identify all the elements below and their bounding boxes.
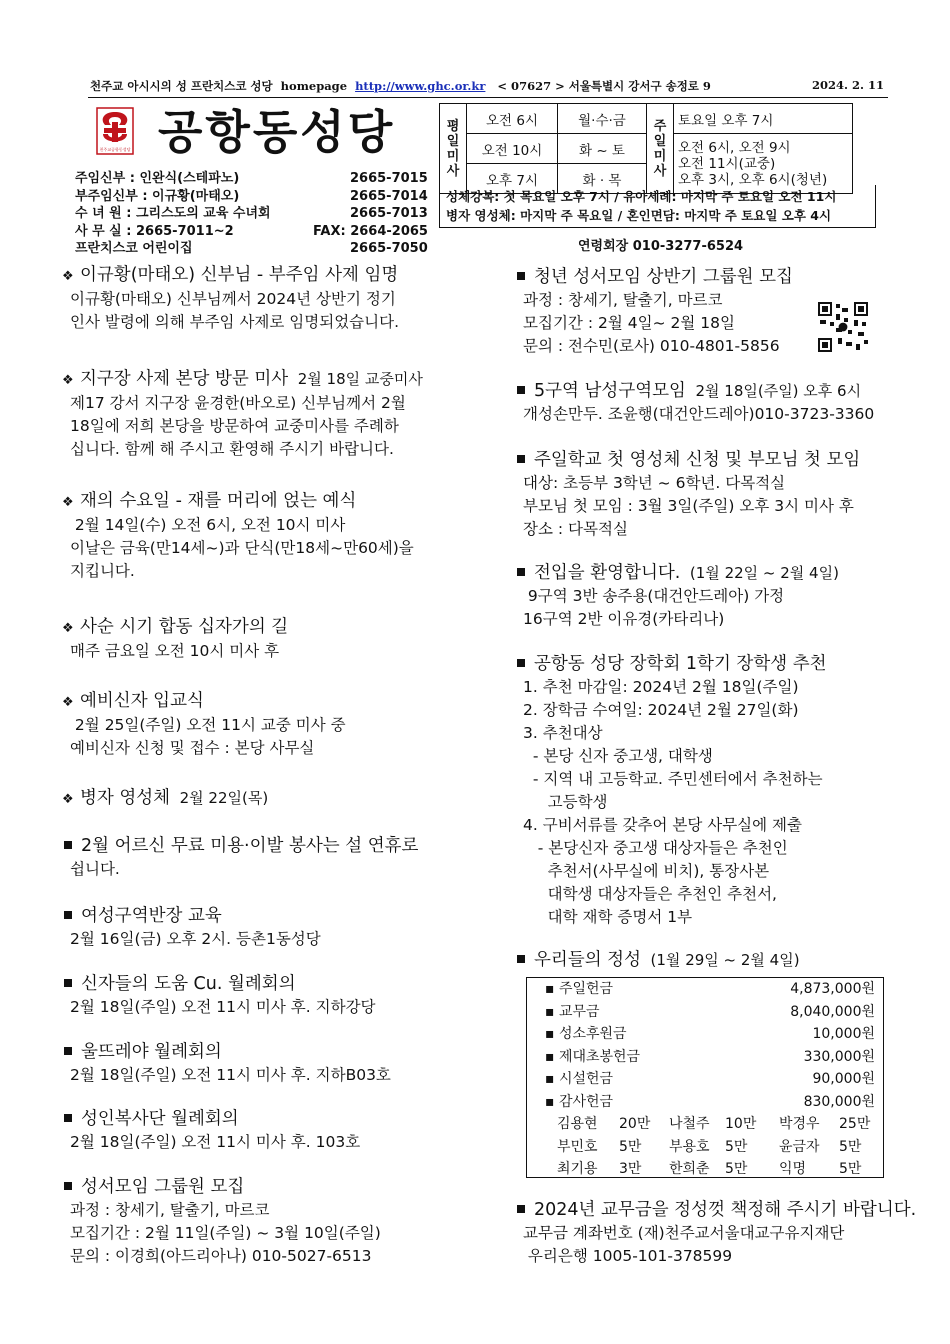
offering-items xyxy=(527,978,883,1113)
notice-title xyxy=(515,1199,916,1222)
notice-line: 매주 금요일 오전 10시 미사 후 xyxy=(70,642,280,660)
square-bullet-icon xyxy=(64,1047,72,1055)
sunday-mass-label: 주 일 미 사 xyxy=(647,104,674,194)
square-bullet-icon xyxy=(517,659,525,667)
notice-line: - 지역 내 고등학교. 주민센터에서 추천하는 xyxy=(523,770,823,788)
notice-title-text: 이규황(마태오) 신부님 - 부주임 사제 임명 xyxy=(80,265,399,285)
donor-name: 박경우 xyxy=(779,1116,820,1132)
donor-name: 한희춘 xyxy=(669,1161,710,1177)
notice-title xyxy=(515,380,874,403)
weekday-mass-label: 평 일 미 사 xyxy=(440,104,467,194)
notice-line: - 본당 신자 중고생, 대학생 xyxy=(523,747,713,765)
notice-section xyxy=(62,905,321,951)
notice-title xyxy=(62,835,418,858)
notice-section xyxy=(62,835,418,881)
donor-amount: 5만 xyxy=(725,1138,748,1155)
notice-section xyxy=(515,1199,916,1268)
staff-row xyxy=(75,205,435,223)
mass-time: 오전 6시 xyxy=(467,104,558,134)
donor-name: 부용호 xyxy=(669,1138,710,1155)
header-line xyxy=(90,78,890,94)
donor-amount: 5만 xyxy=(839,1161,862,1177)
notice-section xyxy=(62,787,268,811)
staff-label: 프란치스코 어린이집 xyxy=(75,241,193,256)
notice-line: 장소 : 다목적실 xyxy=(523,520,628,538)
square-bullet-icon xyxy=(517,568,525,576)
donor-name: 부민호 xyxy=(557,1138,598,1155)
staff-row xyxy=(75,188,435,206)
notice-line: 이날은 금육(만14세~)과 단식(만18세~만60세)을 xyxy=(70,539,414,557)
notice-line: 이규황(마태오) 신부님께서 2024년 상반기 정기 xyxy=(70,290,396,308)
notice-title-text: 지구장 사제 본당 방문 미사 xyxy=(80,369,289,389)
square-bullet-icon xyxy=(64,979,72,987)
notice-title-text: 공항동 성당 장학회 1학기 장학생 추천 xyxy=(534,654,827,674)
notice-title-text: 5구역 남성구역모임 xyxy=(534,381,686,401)
notice-line: 개성손만두. 조윤행(대건안드레아)010-3723-3360 xyxy=(523,405,875,423)
staff-label: 부주임신부 : 이규황(마태오) xyxy=(75,188,240,204)
address: < 07627 > 서울특별시 강서구 송정로 9 xyxy=(497,79,711,93)
mass-days: 화 ~ 토 xyxy=(558,134,647,164)
notice-title-detail: 2월 18일 교중미사 xyxy=(288,370,423,388)
donor-row xyxy=(527,1113,883,1136)
notice-line: 1. 추천 마감일: 2024년 2월 18일(주일) xyxy=(523,678,799,696)
staff-fax: FAX: 2664-2065 xyxy=(313,223,428,239)
notice-title-detail: (1월 22일 ~ 2월 4일) xyxy=(680,564,839,582)
notice-line: 대학 재학 증명서 1부 xyxy=(523,908,693,926)
notice-line: 2월 25일(주일) 오전 11시 교중 미사 중 xyxy=(70,716,346,734)
notice-title-text: 예비신자 입교식 xyxy=(80,691,204,711)
diamond-bullet-icon: ❖ xyxy=(62,792,74,807)
notice-title-text: 성인복사단 월례회의 xyxy=(81,1109,239,1129)
notice-line: 우리은행 1005-101-378599 xyxy=(523,1247,733,1265)
offering-row xyxy=(527,1091,883,1114)
notice-section xyxy=(62,690,346,760)
notice-line: 부모님 첫 모임 : 3월 3일(주일) 오후 3시 미사 후 xyxy=(523,497,854,515)
notice-title-text: 신자들의 도움 Cu. 월례회의 xyxy=(81,974,296,994)
square-bullet-icon xyxy=(517,386,525,394)
notice-title xyxy=(62,787,268,811)
notice-line: 추천서(사무실에 비치), 통장사본 xyxy=(523,862,770,880)
notice-section xyxy=(62,1041,391,1087)
notice-line: 16구역 2반 이유경(카타리나) xyxy=(523,610,725,628)
offering-name: ▪ 감사헌금 xyxy=(545,1093,614,1110)
notice-line: 18일에 저희 본당을 방문하여 교중미사를 주례하 xyxy=(70,417,399,435)
notice-line: 교무금 계좌번호 (재)천주교서울대교구유지재단 xyxy=(523,1224,845,1242)
notice-title xyxy=(62,1108,360,1131)
notice-section xyxy=(515,266,793,358)
notice-title xyxy=(515,449,860,472)
notice-title-text: 2월 어르신 무료 미용·이발 봉사는 설 연휴로 xyxy=(81,836,419,856)
offering-name: ▪ 성소후원금 xyxy=(545,1026,627,1042)
donor-name: 김용현 xyxy=(557,1116,598,1132)
page-title: 공항동성당 xyxy=(158,105,396,159)
offering-amount: 10,000원 xyxy=(812,1026,875,1042)
notice-line: 제17 강서 지구장 윤경한(바오로) 신부님께서 2월 xyxy=(70,394,406,412)
donor-amount: 5만 xyxy=(839,1138,862,1155)
staff-contacts xyxy=(75,170,435,258)
logo-text: 천주교공항동성당 xyxy=(99,147,131,152)
donor-amount: 5만 xyxy=(725,1161,748,1177)
mass-schedule-table xyxy=(439,103,853,194)
staff-row xyxy=(75,240,435,258)
notice-title-text: 여성구역반장 교육 xyxy=(81,906,222,926)
offering-row xyxy=(527,978,883,1001)
offering-name: ▪ 제대초봉헌금 xyxy=(545,1048,641,1065)
sunday-mass-time: 오후 3시, 오후 6시(청년) xyxy=(678,171,828,188)
offering-name: ▪ 주일헌금 xyxy=(545,981,614,997)
notice-title-detail: 2월 22일(목) xyxy=(170,789,269,807)
staff-phone: 2665-7013 xyxy=(350,206,428,221)
donor-amount: 20만 xyxy=(619,1116,651,1132)
notice-line: 인사 발령에 의해 부주임 사제로 임명되었습니다. xyxy=(70,313,400,331)
notice-title-text: 2024년 교무금을 정성껏 책정해 주시기 바랍니다. xyxy=(534,1200,917,1220)
mass-time: 오전 10시 xyxy=(467,134,558,164)
staff-row xyxy=(75,170,435,188)
notice-section xyxy=(62,490,414,583)
square-bullet-icon xyxy=(64,1182,72,1190)
sunday-mass-time: 토요일 오후 7시 xyxy=(674,104,853,134)
notice-title xyxy=(62,490,414,514)
donor-name: 최기용 xyxy=(557,1161,598,1177)
notice-title xyxy=(515,266,793,289)
notice-line: 2. 장학금 수여일: 2024년 2월 27일(화) xyxy=(523,701,799,719)
notice-section xyxy=(62,1108,360,1154)
mass-days: 화 · 목 xyxy=(558,164,647,194)
notice-line: 십니다. 함께 해 주시고 환영해 주시기 바랍니다. xyxy=(70,440,394,458)
notice-line: 2월 16일(금) 오후 2시. 등촌1동성당 xyxy=(70,930,321,948)
donor-row xyxy=(527,1136,883,1159)
diamond-bullet-icon: ❖ xyxy=(62,373,74,388)
notice-line: 4. 구비서류를 갖추어 본당 사무실에 제출 xyxy=(523,816,802,834)
notice-title xyxy=(515,949,800,972)
notice-section xyxy=(62,973,376,1019)
notice-title xyxy=(515,653,827,676)
notice-line: 과정 : 창세기, 탈출기, 마르코 xyxy=(70,1201,270,1219)
notice-line: 대상: 초등부 3학년 ~ 6학년. 다목적실 xyxy=(523,474,786,492)
notice-line: 2월 18일(주일) 오전 11시 미사 후. 지하강당 xyxy=(70,998,376,1016)
notice-line: 예비신자 신청 및 접수 : 본당 사무실 xyxy=(70,739,315,757)
notice-title xyxy=(62,1041,391,1064)
notice-line: 지킵니다. xyxy=(70,562,135,580)
notice-section xyxy=(515,562,839,631)
notice-title-text: 전입을 환영합니다. xyxy=(534,563,681,583)
donor-amount: 10만 xyxy=(725,1116,757,1132)
staff-phone: 2665-7015 xyxy=(350,171,428,186)
staff-phone: 2665-7014 xyxy=(350,188,428,204)
notice-section xyxy=(515,449,860,541)
notice-line: 3. 추천대상 xyxy=(523,724,603,742)
notice-title-text: 성서모임 그룹원 모집 xyxy=(81,1177,245,1197)
square-bullet-icon xyxy=(64,911,72,919)
homepage-label: homepage xyxy=(280,79,348,93)
diamond-bullet-icon: ❖ xyxy=(62,695,74,710)
notice-line: - 본당신자 중고생 대상자들은 추천인 xyxy=(523,839,788,857)
notice-title xyxy=(62,1176,381,1199)
notice-line: 쉽니다. xyxy=(70,860,120,878)
notice-title xyxy=(62,690,346,714)
square-bullet-icon xyxy=(517,1205,525,1213)
notice-title xyxy=(62,368,423,392)
schedule-line: 성체강복: 첫 목요일 오후 7시 / 유아세례: 마지막 주 토요일 오전 11시 xyxy=(446,189,837,204)
offering-row xyxy=(527,1001,883,1024)
donor-name: 익명 xyxy=(779,1161,807,1177)
donor-row xyxy=(527,1158,883,1181)
notice-title-text: 병자 영성체 xyxy=(80,788,171,808)
offering-row xyxy=(527,1068,883,1091)
notice-line: 모집기간 : 2월 11일(주일) ~ 3월 10일(주일) xyxy=(70,1224,381,1242)
donor-amount: 3만 xyxy=(619,1161,642,1177)
square-bullet-icon xyxy=(64,841,72,849)
qr-code-icon[interactable] xyxy=(818,302,868,352)
notice-section xyxy=(62,616,288,663)
staff-label: 수 녀 원 : 그리스도의 교육 수녀회 xyxy=(75,206,271,221)
offering-name: ▪ 교무금 xyxy=(545,1003,600,1020)
staff-row xyxy=(75,223,435,241)
notice-section xyxy=(515,949,800,972)
mass-days: 월·수·금 xyxy=(558,104,647,134)
notice-section xyxy=(62,1176,381,1268)
offering-name: ▪ 시설헌금 xyxy=(545,1071,614,1087)
sunday-mass-time: 오전 6시, 오전 9시 xyxy=(678,139,791,156)
notice-title-text: 청년 성서모임 상반기 그룹원 모집 xyxy=(534,267,793,287)
mass-time: 오후 7시 xyxy=(467,164,558,194)
notice-title-detail: (1월 29일 ~ 2월 4일) xyxy=(641,951,800,969)
notice-title xyxy=(515,562,839,585)
issue-date: 2024. 2. 11 xyxy=(811,78,884,92)
notice-title xyxy=(62,973,376,996)
square-bullet-icon xyxy=(517,272,525,280)
notice-title-text: 주일학교 첫 영성체 신청 및 부모님 첫 모임 xyxy=(534,450,861,470)
offering-amount: 330,000원 xyxy=(803,1048,875,1065)
sacrament-schedule xyxy=(439,185,876,228)
notice-line: 과정 : 창세기, 탈출기, 마르코 xyxy=(523,291,723,309)
donor-name: 나철주 xyxy=(669,1116,710,1132)
notice-line: 고등학생 xyxy=(523,793,608,811)
notice-line: 모집기간 : 2월 4일~ 2월 18일 xyxy=(523,314,735,332)
funeral-contact: 연령회장 010-3277-6524 xyxy=(578,239,744,254)
offerings-box xyxy=(526,977,884,1178)
staff-label: 주임신부 : 인완식(스테파노) xyxy=(75,171,240,186)
square-bullet-icon xyxy=(64,1114,72,1122)
notice-line: 2월 14일(수) 오전 6시, 오전 10시 미사 xyxy=(70,516,346,534)
notice-section xyxy=(515,653,827,929)
notice-section xyxy=(62,264,399,334)
homepage-link[interactable]: http://www.ghc.or.kr xyxy=(355,79,486,93)
offering-amount: 90,000원 xyxy=(812,1071,875,1087)
notice-title-text: 재의 수요일 - 재를 머리에 얹는 예식 xyxy=(80,491,357,511)
notice-section xyxy=(62,368,423,461)
offering-row xyxy=(527,1023,883,1046)
donor-amount: 5만 xyxy=(619,1138,642,1155)
notice-line: 2월 18일(주일) 오전 11시 미사 후. 지하B03호 xyxy=(70,1066,391,1084)
diamond-bullet-icon: ❖ xyxy=(62,495,74,510)
square-bullet-icon xyxy=(517,955,525,963)
notice-title-detail: 2월 18일(주일) 오후 6시 xyxy=(685,382,862,400)
notice-line: 문의 : 이경희(아드리아나) 010-5027-6513 xyxy=(70,1247,372,1265)
staff-phone: 2665-7050 xyxy=(350,241,428,256)
church-logo-icon xyxy=(95,106,135,156)
donor-amount: 25만 xyxy=(839,1116,871,1132)
notice-section xyxy=(515,380,874,426)
offering-row xyxy=(527,1046,883,1069)
notice-title xyxy=(62,264,399,288)
notice-title xyxy=(62,905,321,928)
notice-title-text: 우리들의 정성 xyxy=(534,950,641,970)
diamond-bullet-icon: ❖ xyxy=(62,621,74,636)
notice-title-text: 울뜨레야 월례회의 xyxy=(81,1042,222,1062)
notice-line: 문의 : 전수민(로사) 010-4801-5856 xyxy=(523,337,780,355)
schedule-line: 병자 영성체: 마지막 주 목요일 / 혼인면담: 마지막 주 토요일 오후 4시 xyxy=(446,208,832,223)
offering-amount: 4,873,000원 xyxy=(790,981,875,997)
notice-title-text: 사순 시기 합동 십자가의 길 xyxy=(80,617,289,637)
offering-amount: 830,000원 xyxy=(803,1093,875,1110)
square-bullet-icon xyxy=(517,455,525,463)
diamond-bullet-icon: ❖ xyxy=(62,269,74,284)
staff-label: 사 무 실 : 2665-7011~2 xyxy=(75,223,234,239)
org-name: 천주교 아시시의 성 프란치스코 성당 xyxy=(90,79,273,93)
notice-line: 9구역 3반 송주용(대건안드레아) 가정 xyxy=(523,587,785,605)
notice-line: 대학생 대상자들은 추천인 추천서, xyxy=(523,885,777,903)
notice-line: 2월 18일(주일) 오전 11시 미사 후. 103호 xyxy=(70,1133,361,1151)
sunday-mass-time: 오전 11시(교중) xyxy=(678,155,776,172)
donor-list xyxy=(527,1113,883,1181)
donor-name: 윤금자 xyxy=(779,1138,820,1155)
notice-title xyxy=(62,616,288,640)
offering-amount: 8,040,000원 xyxy=(790,1003,875,1020)
